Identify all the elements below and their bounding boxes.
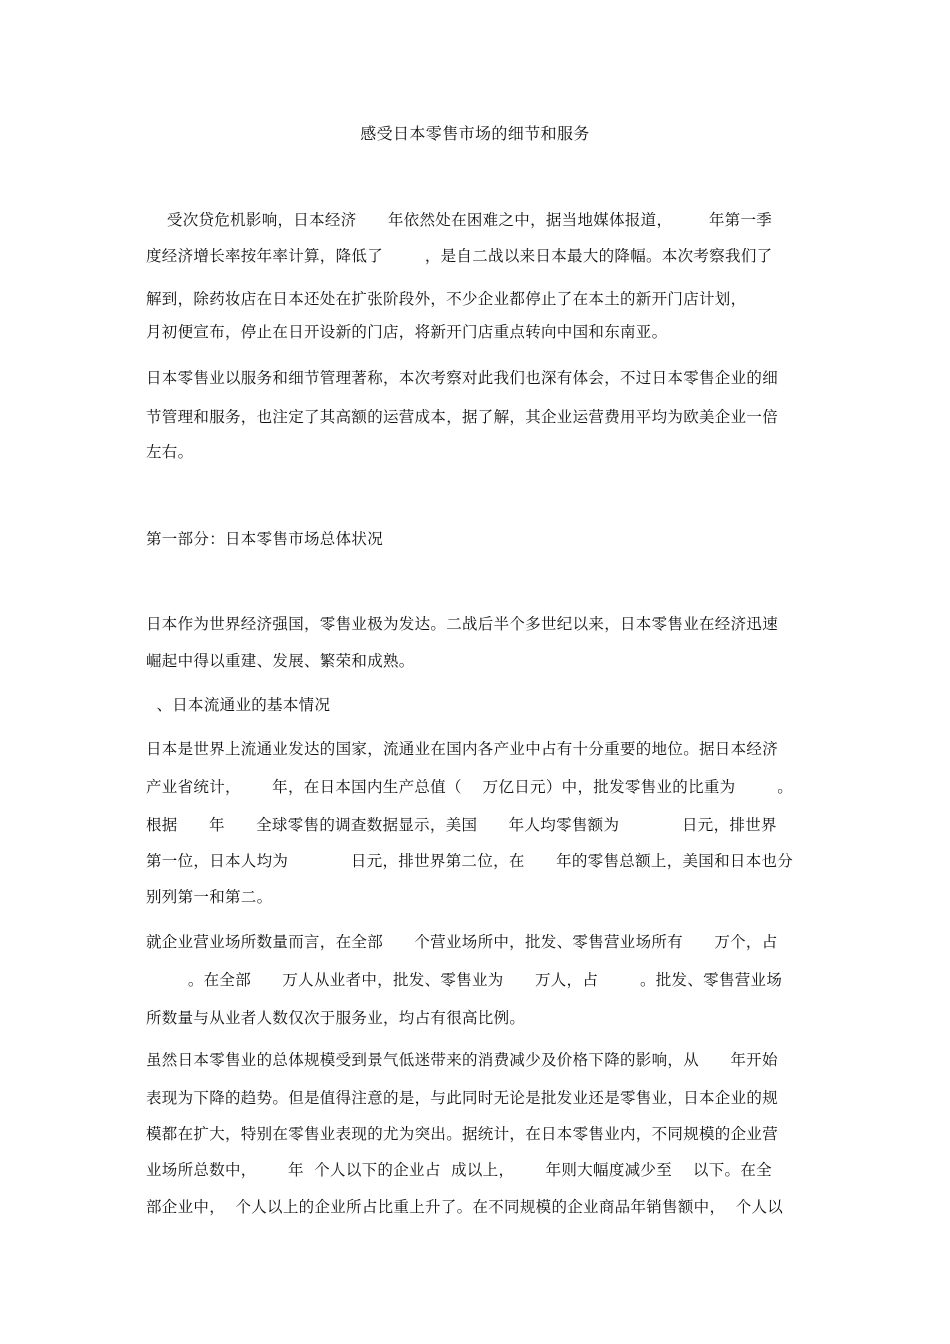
intro-p1-line-2: 度经济增长率按年率计算，降低了 ，是自二战以来日本最大的降幅。本次考察我们了	[146, 247, 773, 265]
section-p3-line-2: 。在全部 万人从业者中，批发、零售业为 万人，占 。批发、零售营业场	[146, 971, 783, 989]
intro-p1-line-3: 解到，除药妆店在日本还处在扩张阶段外，不少企业都停止了在本土的新开门店计划，	[146, 290, 747, 308]
section-p2-line-5: 别列第一和第二。	[146, 888, 273, 906]
section-p2-line-3: 根据 年 全球零售的调查数据显示，美国 年人均零售额为 日元，排世界	[146, 816, 777, 834]
section-p4-line-1: 虽然日本零售业的总体规模受到景气低迷带来的消费减少及价格下降的影响，从 年开始	[146, 1051, 778, 1069]
section-p1-line-2: 崛起中得以重建、发展、繁荣和成熟。	[146, 652, 415, 670]
intro-p1-line-4: 月初便宣布，停止在日开设新的门店，将新开门店重点转向中国和东南亚。	[146, 323, 668, 341]
section-p4-line-5: 部企业中， 个人以上的企业所占比重上升了。在不同规模的企业商品年销售额中， 个人以	[146, 1198, 784, 1216]
section-p4-line-4: 业场所总数中， 年 个人以下的企业占 成以上， 年则大幅度减少至 以下。在全	[146, 1161, 772, 1179]
section-p2-line-1: 日本是世界上流通业发达的国家，流通业在国内各产业中占有十分重要的地位。据日本经济	[146, 740, 779, 758]
intro-p2-line-2: 节管理和服务，也注定了其高额的运营成本，据了解，其企业运营费用平均为欧美企业一倍	[146, 408, 779, 426]
intro-p2-line-1: 日本零售业以服务和细节管理著称，本次考察对此我们也深有体会，不过日本零售企业的细	[146, 369, 779, 387]
intro-p2-line-3: 左右。	[146, 443, 194, 461]
section-p2-line-2: 产业省统计， 年，在日本国内生产总值（ 万亿日元）中，批发零售业的比重为 。	[146, 778, 794, 796]
section-p4-line-2: 表现为下降的趋势。但是值得注意的是，与此同时无论是批发业还是零售业，日本企业的规	[146, 1089, 779, 1107]
document-title: 感受日本零售市场的细节和服务	[360, 124, 590, 143]
section-p4-line-3: 模都在扩大，特别在零售业表现的尤为突出。据统计，在日本零售业内，不同规模的企业营	[146, 1125, 779, 1143]
section-p1-line-1: 日本作为世界经济强国，零售业极为发达。二战后半个多世纪以来，日本零售业在经济迅速	[146, 615, 779, 633]
subsection-heading: 、日本流通业的基本情况	[146, 696, 331, 714]
section-heading: 第一部分：日本零售市场总体状况	[146, 530, 384, 548]
intro-p1-line-1: 受次贷危机影响，日本经济 年依然处在困难之中，据当地媒体报道， 年第一季	[146, 211, 773, 229]
section-p3-line-3: 所数量与从业者人数仅次于服务业，均占有很高比例。	[146, 1009, 526, 1027]
section-p3-line-1: 就企业营业场所数量而言，在全部 个营业场所中，批发、零售营业场所有 万个，占	[146, 933, 778, 951]
section-p2-line-4: 第一位，日本人均为 日元，排世界第二位，在 年的零售总额上，美国和日本也分	[146, 852, 794, 870]
